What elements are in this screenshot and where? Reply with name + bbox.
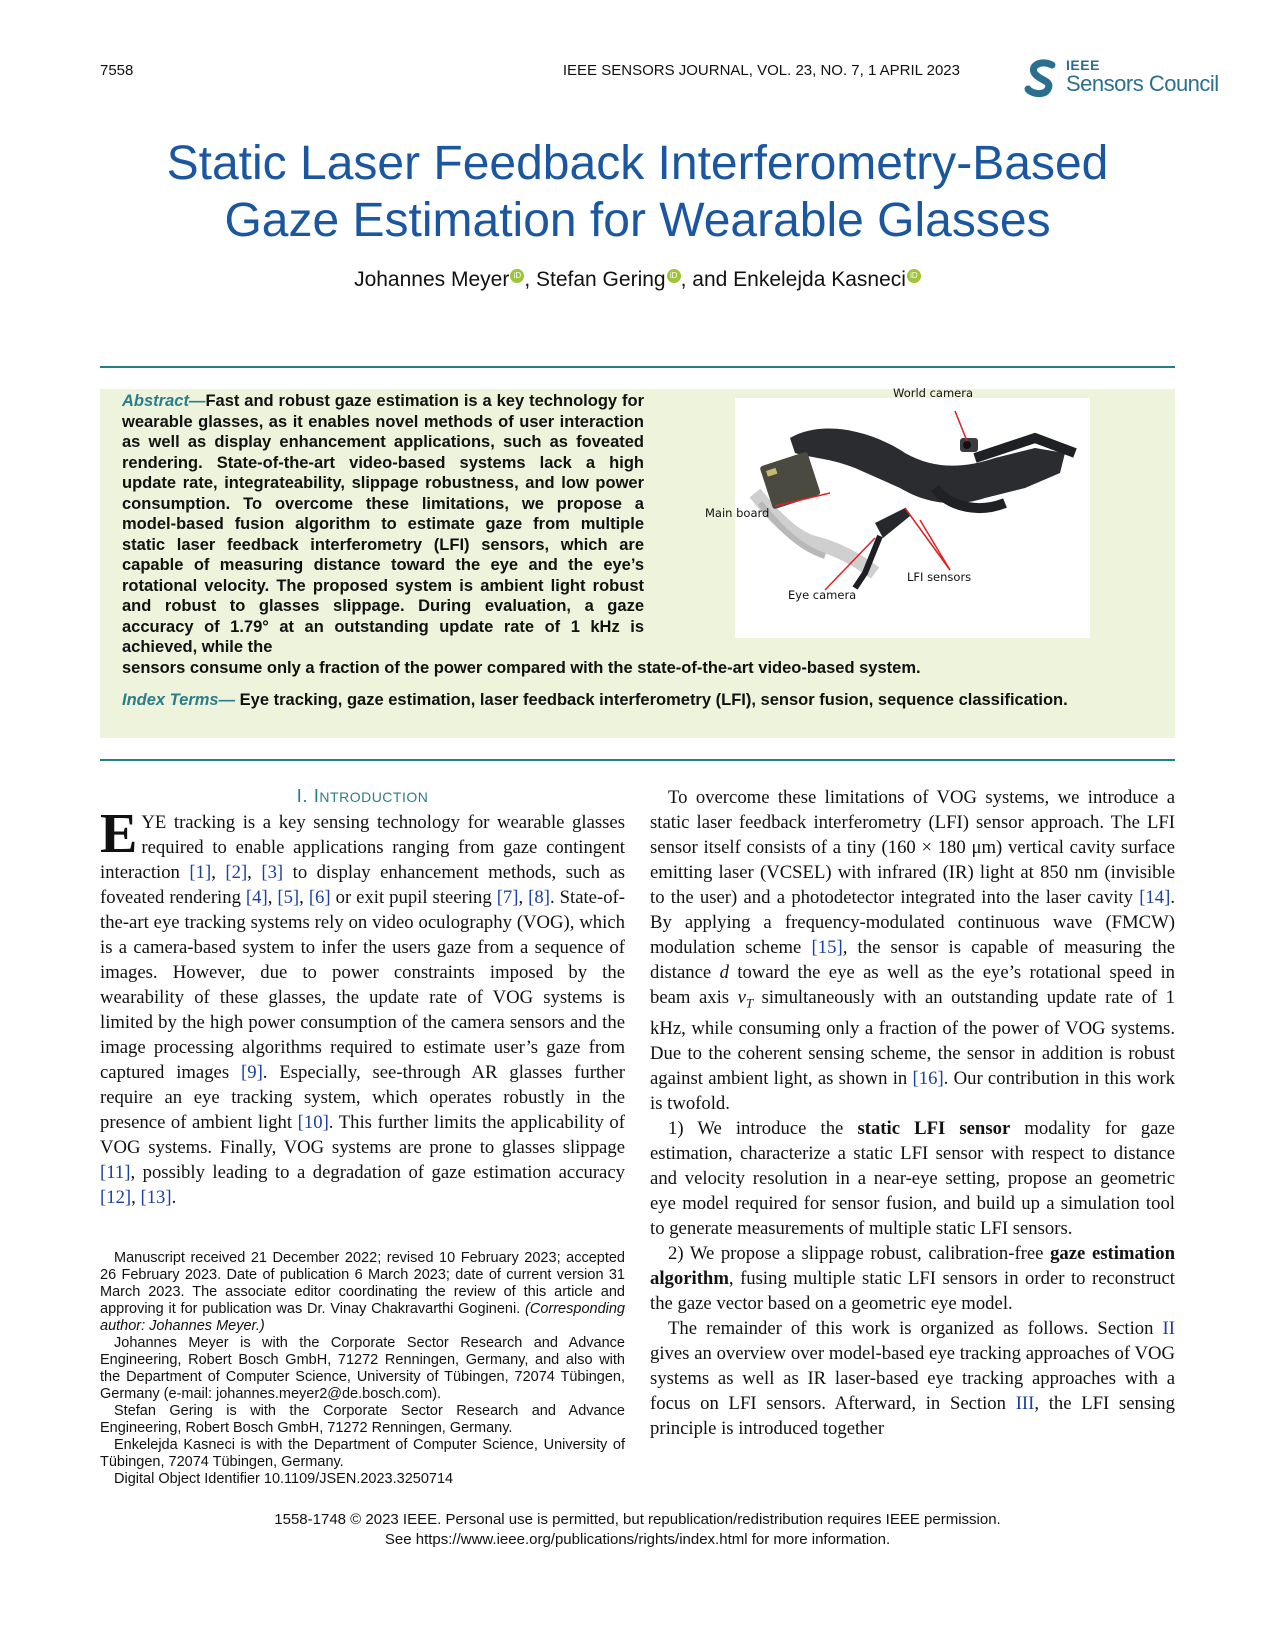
orcid-icon[interactable]: iD [667, 269, 681, 283]
divider-bottom [100, 759, 1175, 761]
citation-link[interactable]: [3] [261, 862, 284, 883]
journal-header: IEEE SENSORS JOURNAL, VOL. 23, NO. 7, 1 APRIL 2023 [562, 62, 960, 79]
author-name: Johannes Meyer [354, 268, 510, 291]
right-column [650, 785, 1175, 1441]
citation-link[interactable]: [6] [308, 887, 331, 908]
paper-title [0, 135, 1275, 249]
math-vt: $v_T$ [737, 987, 754, 1011]
glasses-photo-illustration [735, 398, 1090, 638]
abstract-text-end: sensors consume only a fraction of the power compared with the state-of-the-art video-based system. [122, 659, 921, 677]
citation-link[interactable]: [2] [225, 862, 248, 883]
math-d: d [719, 962, 729, 983]
citation-link[interactable]: [10] [297, 1112, 329, 1133]
rights-link-line[interactable]: See https://www.ieee.org/publications/rights/index.html for more information. [384, 1531, 891, 1548]
figure-label-lfi-sensors: LFI sensors [907, 570, 972, 584]
citation-link[interactable]: [12] [100, 1187, 132, 1208]
index-terms [122, 690, 1162, 711]
divider-top [100, 366, 1175, 368]
author-name: , Stefan Gering [524, 268, 666, 291]
left-column [100, 803, 626, 1210]
footnote-block [100, 1250, 625, 1488]
citation-link[interactable]: [14] [1139, 887, 1171, 908]
section-title-initial: I [313, 785, 320, 806]
title-line-2: Gaze Estimation for Wearable Glasses [224, 194, 1051, 247]
footnote-doi[interactable]: Digital Object Identifier 10.1109/JSEN.2023.3250714 [114, 1471, 454, 1487]
title-line-1: Static Laser Feedback Interferometry-Based [166, 137, 1109, 190]
contribution-1: 1) We introduce the static LFI sensor modality for gaze estimation, characterize a static LFI sensor with respect to distance and velocity resolution in a near-eye setting, propose an geometric eye model required for sensor fusion, and build up a simulation tool to generate measurements of multiple static LFI sensors. [650, 1117, 1175, 1239]
citation-link[interactable]: [11] [100, 1162, 131, 1183]
sensors-council-s-icon [1022, 59, 1062, 99]
citation-link[interactable]: [7] [496, 887, 519, 908]
figure-label-eye-camera: Eye camera [788, 588, 857, 602]
glasses-prototype-figure [705, 386, 1090, 638]
corresponding-author: (Corresponding author: Johannes Meyer.) [100, 1301, 625, 1334]
footnote-manuscript: Manuscript received 21 December 2022; revised 10 February 2023; accepted 26 February 2023. Date of publication 6 March 2023; date of current version 31 March 2023. The associate editor coordinating the review of this article and approving it for publication was Dr. Vinay Chakravarthi Gogineni. (Corresponding author: Johannes Meyer.) [100, 1250, 625, 1334]
citation-link[interactable]: [9] [241, 1062, 263, 1083]
citation-link[interactable]: [15] [811, 937, 843, 958]
citation-link[interactable]: [1] [189, 862, 212, 883]
intro-paragraph-1: EYE tracking is a key sensing technology for wearable glasses required to enable applications ranging from gaze contingent interaction [1], [2], [3] to display enhancement methods, such as foveated rendering [4], [5], [6] or exit pupil steering [7], [8]. State-of-the-art eye tracking systems rely on video oculography (VOG), which is a camera-based system to infer the users gaze from a sequence of images. However, due to power constraints imposed by the wearability of these glasses, the update rate of VOG systems is limited by the high power consumption of the camera sensors and the image processing algorithms required to estimate user’s gaze from captured images [9]. Especially, see-through AR glasses further require an eye tracking system, which operates robustly in the presence of ambient light [10]. This further limits the applicability of VOG systems. Finally, VOG systems are prone to glasses slippage [11], possibly leading to a degradation of gaze estimation accuracy [12], [13]. [100, 803, 626, 1208]
index-terms-text: Eye tracking, gaze estimation, laser feedback interferometry (LFI), sensor fusion, sequence classification. [235, 691, 1068, 709]
footnote-affiliation: Enkelejda Kasneci is with the Department of Computer Science, University of Tübingen, 72074 Tübingen, Germany. [100, 1437, 625, 1470]
footnote-affiliation: Stefan Gering is with the Corporate Sector Research and Advance Engineering, Robert Bosch GmbH, 71272 Renningen, Germany. [100, 1403, 625, 1436]
index-terms-label: Index Terms— [122, 691, 236, 709]
author-list [0, 268, 1275, 292]
author-name: , and Enkelejda Kasneci [680, 268, 906, 291]
abstract-body: Fast and robust gaze estimation is a key technology for wearable glasses, as it enables novel methods of user interaction as well as display enhancement applications, such as foveated rendering. State-of-the-art video-based systems lack a high update rate, integrateability, slippage robustness, and low power consumption. To overcome these limitations, we propose a model-based fusion algorithm to estimate gaze from multiple static laser feedback interferometry (LFI) sensors, which are capable of measuring distance toward the eye and the eye’s rotational velocity. The proposed system is ambient light robust and robust to glasses slippage. During evaluation, a gaze accuracy of 1.79° at an outstanding update rate of 1 kHz is achieved, while the [122, 392, 644, 656]
logo-text-sensors-council: Sensors Council [1066, 71, 1219, 96]
abstract-text [122, 391, 644, 658]
section-number: I. [296, 785, 314, 806]
citation-link[interactable]: [4] [245, 887, 268, 908]
section-link[interactable]: III [1015, 1392, 1035, 1414]
dropcap: E [100, 803, 138, 865]
citation-link[interactable]: [5] [277, 887, 300, 908]
footnote-affiliation: Johannes Meyer is with the Corporate Sector Research and Advance Engineering, Robert Bosch GmbH, 71272 Renningen, Germany, and also with the Department of Computer Science, University of Tübingen, 72074 Tübingen, Germany (e-mail: johannes.meyer2@de.bosch.com). [100, 1335, 625, 1402]
organization-paragraph: The remainder of this work is organized as follows. Section II gives an overview over model-based eye tracking approaches of VOG systems as well as IR laser-based eye tracking approaches with a focus on LFI sensors. Afterward, in Section III, the LFI sensing principle is introduced together [650, 1317, 1175, 1439]
section-heading-introduction [100, 785, 625, 807]
ieee-sensors-council-logo [1022, 55, 1219, 103]
section-link[interactable]: II [1162, 1317, 1175, 1339]
abstract-label: Abstract— [122, 392, 206, 410]
contribution-2: 2) We propose a slippage robust, calibration-free gaze estimation algorithm, fusing multiple static LFI sensors in order to reconstruct the gaze vector based on a geometric eye model. [650, 1242, 1175, 1314]
copyright-footer [0, 1510, 1275, 1550]
citation-link[interactable]: [8] [528, 887, 550, 908]
copyright-line: 1558-1748 © 2023 IEEE. Personal use is permitted, but republication/redistribution requires IEEE permission. [274, 1511, 1001, 1528]
logo-text-ieee: IEEE [1066, 57, 1100, 73]
citation-link[interactable]: [13] [140, 1187, 172, 1208]
orcid-icon[interactable]: iD [907, 269, 921, 283]
page-number: 7558 [100, 62, 134, 79]
citation-link[interactable]: [16] [912, 1067, 944, 1089]
intro-paragraph-2: To overcome these limitations of VOG systems, we introduce a static laser feedback interferometry (LFI) sensor approach. The LFI sensor itself consists of a tiny (160 × 180 μm) vertical cavity surface emitting laser (VCSEL) with infrared (IR) light at 850 nm (invisible to the user) and a photodetector integrated into the laser cavity [14]. By applying a frequency-modulated continuous wave (FMCW) modulation scheme [15], the sensor is capable of measuring the distance d toward the eye as well as the eye’s rotational speed in beam axis $v_T$ simultaneously with an outstanding update rate of 1 kHz, while consuming only a fraction of the power of VOG systems. Due to the coherent sensing scheme, the sensor in addition is robust against ambient light, as shown in [16]. Our contribution in this work is twofold. [650, 787, 1176, 1114]
orcid-icon[interactable]: iD [510, 269, 524, 283]
section-title-rest: NTRODUCTION [319, 789, 429, 805]
figure-label-world-camera: World camera [893, 386, 974, 400]
figure-label-main-board: Main board [705, 506, 770, 520]
